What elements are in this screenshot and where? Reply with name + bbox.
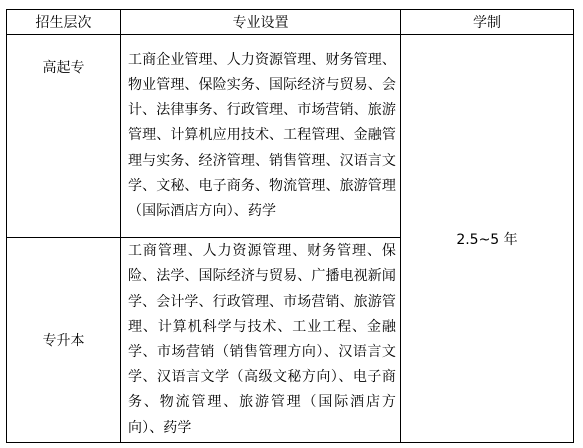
- level-cell: 高起专: [7, 35, 121, 238]
- header-duration: 学制: [401, 10, 574, 35]
- program-table: [6, 9, 574, 443]
- majors-cell: 工商管理、人力资源管理、财务管理、保险、法学、国际经济与贸易、广播电视新闻学、会计学、行政管理、市场营销、旅游管理、计算机科学与技术、工业工程、金融学、市场营销（销售管理方向）、汉语言文学、汉语言文学（高级文秘方向）、电子商务、物流管理、旅游管理（国际酒店方向）、药学: [121, 238, 401, 443]
- table-row: [7, 35, 574, 238]
- header-level: 招生层次: [7, 10, 121, 35]
- header-majors: 专业设置: [121, 10, 401, 35]
- duration-cell: 2.5~5 年: [401, 35, 574, 443]
- majors-cell: 工商企业管理、人力资源管理、财务管理、物业管理、保险实务、国际经济与贸易、会计、法律事务、行政管理、市场营销、旅游管理、计算机应用技术、工程管理、金融管理与实务、经济管理、销售管理、汉语言文学、文秘、电子商务、物流管理、旅游管理（国际酒店方向）、药学: [121, 35, 401, 238]
- table-header-row: [7, 10, 574, 35]
- level-cell: 专升本: [7, 238, 121, 443]
